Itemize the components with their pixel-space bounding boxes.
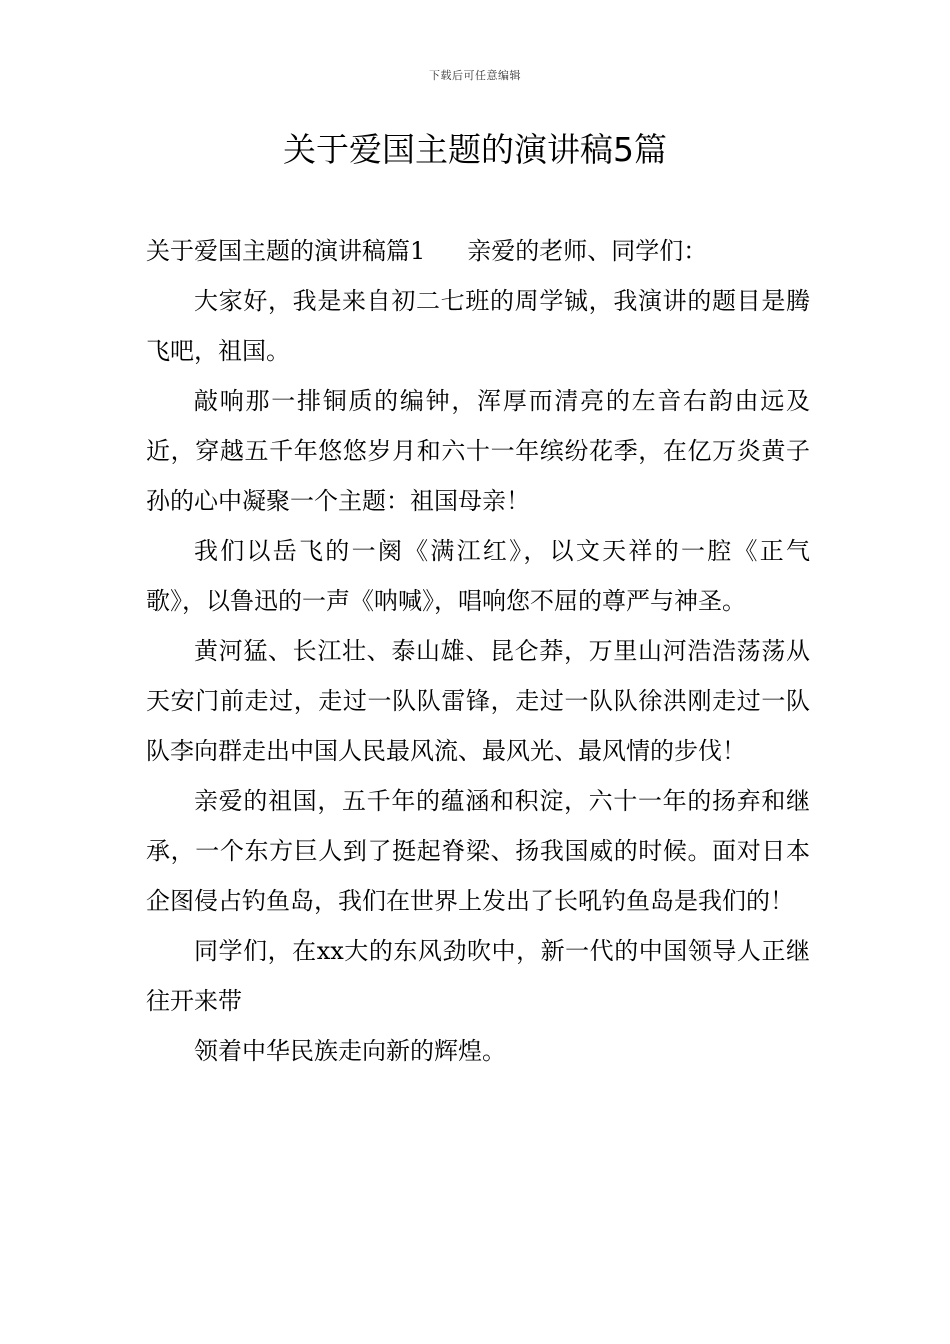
paragraph-4: 黄河猛、长江壮、泰山雄、昆仑莽，万里山河浩浩荡荡从天安门前走过，走过一队队雷锋，走过一队队徐洪刚走过一队队李向群走出中国人民最风流、最风光、最风情的步伐！ [146,637,810,765]
paragraph-5: 亲爱的祖国，五千年的蕴涵和积淀，六十一年的扬弃和继承，一个东方巨人到了挺起脊梁、扬我国威的时候。面对日本企图侵占钓鱼岛，我们在世界上发出了长吼钓鱼岛是我们的！ [146,787,810,915]
document-body [146,226,810,1076]
paragraph-1: 大家好，我是来自初二七班的周学铖，我演讲的题目是腾飞吧，祖国。 [146,287,810,365]
paragraph-3: 我们以岳飞的一阕《满江红》，以文天祥的一腔《正气歌》，以鲁迅的一声《呐喊》，唱响您不屈的尊严与神圣。 [146,537,810,615]
header-note: 下载后可任意编辑 [429,69,521,82]
paragraph-2: 敲响那一排铜质的编钟，浑厚而清亮的左音右韵由远及近，穿越五千年悠悠岁月和六十一年缤纷花季，在亿万炎黄子孙的心中凝聚一个主题：祖国母亲！ [146,387,810,515]
paragraph-7: 领着中华民族走向新的辉煌。 [194,1037,506,1065]
salutation: 亲爱的老师、同学们： [467,237,708,265]
opening-line [146,226,810,276]
paragraph-6: 同学们，在xx大的东风劲吹中，新一代的中国领导人正继往开来带 [146,937,810,1015]
document-title: 关于爱国主题的演讲稿5篇 [283,130,667,169]
section-heading: 关于爱国主题的演讲稿篇1 [146,237,426,265]
